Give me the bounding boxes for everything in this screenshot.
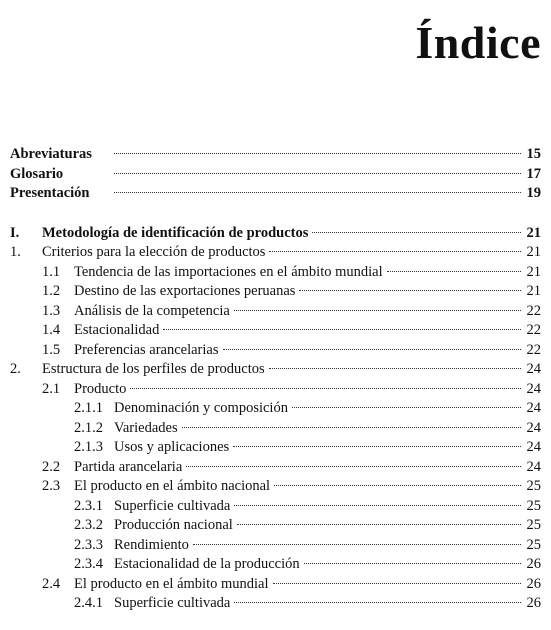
dot-leader xyxy=(292,407,521,408)
toc-entry-level-1[interactable] xyxy=(10,282,541,302)
toc-entry-label: Estacionalidad xyxy=(74,322,160,338)
toc-entry-level-2[interactable] xyxy=(10,497,541,517)
toc-entry-label: Superficie cultivada xyxy=(114,595,231,611)
toc-entry-label: Denominación y composición xyxy=(114,400,288,416)
toc-entry-level-2[interactable] xyxy=(10,536,541,556)
toc-entry-level-1[interactable] xyxy=(10,380,541,400)
toc-entry-number: 1. xyxy=(10,244,21,260)
toc-entry-label: Abreviaturas xyxy=(10,146,92,162)
toc-entry-level-2[interactable] xyxy=(10,419,541,439)
toc-entry-level-2[interactable] xyxy=(10,594,541,614)
toc-entry-level-1[interactable] xyxy=(10,458,541,478)
toc-page-number: 26 xyxy=(526,595,541,611)
toc-page-number: 19 xyxy=(526,185,541,201)
toc-page-number: 21 xyxy=(526,224,541,241)
dot-leader xyxy=(193,544,521,545)
toc-page-number: 25 xyxy=(526,478,541,494)
toc-entry-label: Partida arancelaria xyxy=(74,458,183,475)
toc-entry-label: Producto xyxy=(74,380,127,397)
dot-leader xyxy=(269,251,521,252)
dot-leader xyxy=(114,173,521,174)
toc-entry-level-1[interactable] xyxy=(10,321,541,341)
dot-leader xyxy=(234,505,521,506)
toc-entry-number: 2.2 xyxy=(42,458,61,475)
dot-leader xyxy=(182,427,521,428)
toc-page-number: 24 xyxy=(526,380,541,397)
toc-entry-number: 1.5 xyxy=(42,341,61,358)
dot-leader xyxy=(163,329,521,330)
toc-entry-label: Preferencias arancelarias xyxy=(74,341,219,358)
toc-entry-level-1[interactable] xyxy=(10,263,541,283)
toc-entry-number: 2.1.2 xyxy=(74,419,103,436)
toc-entry-number: 2.1 xyxy=(42,380,61,397)
toc-entry-number: 1.3 xyxy=(42,302,61,319)
toc-entry-label: Destino de las exportaciones peruanas xyxy=(74,283,296,299)
page-title: Índice xyxy=(415,17,541,68)
toc-entry-level-1[interactable] xyxy=(10,302,541,322)
front-matter-entry[interactable] xyxy=(10,145,541,165)
toc-page-number: 26 xyxy=(526,556,541,572)
table-of-contents xyxy=(10,145,541,614)
toc-entry-number: 2.3 xyxy=(42,478,61,494)
dot-leader xyxy=(269,368,521,369)
toc-entry-level-2[interactable] xyxy=(10,438,541,458)
front-matter-entry[interactable] xyxy=(10,165,541,185)
dot-leader xyxy=(274,485,521,486)
section-spacer xyxy=(10,204,541,224)
toc-entry-label: Superficie cultivada xyxy=(114,497,231,514)
toc-entry-level-0[interactable] xyxy=(10,224,541,244)
toc-entry-number: 1.4 xyxy=(42,322,61,338)
toc-entry-number: 2.4.1 xyxy=(74,595,103,611)
toc-entry-label: Producción nacional xyxy=(114,517,233,533)
toc-page-number: 15 xyxy=(526,146,541,162)
toc-entry-label: Variedades xyxy=(114,419,178,436)
toc-entry-number: 2.1.1 xyxy=(74,400,103,416)
toc-page-number: 22 xyxy=(526,322,541,338)
toc-page-number: 26 xyxy=(526,575,541,592)
toc-entry-label: El producto en el ámbito nacional xyxy=(74,478,271,494)
toc-entry-number: 2.3.1 xyxy=(74,497,103,514)
toc-entry-number: 2.1.3 xyxy=(74,439,103,455)
toc-entry-label: Presentación xyxy=(10,185,90,201)
toc-entry-number: 2.4 xyxy=(42,575,61,592)
toc-entry-label: Usos y aplicaciones xyxy=(114,439,230,455)
toc-entry-number: I. xyxy=(10,224,20,241)
toc-entry-number: 2.3.2 xyxy=(74,517,103,533)
dot-leader xyxy=(234,602,521,603)
toc-entry-label: Tendencia de las importaciones en el ámbito mundial xyxy=(74,263,383,280)
dot-leader xyxy=(237,524,521,525)
toc-entry-level-1[interactable] xyxy=(10,341,541,361)
front-matter-list xyxy=(10,145,541,204)
toc-page-number: 25 xyxy=(526,517,541,533)
toc-page-number: 25 xyxy=(526,497,541,514)
toc-page-number: 24 xyxy=(526,400,541,416)
toc-entry-level-0[interactable] xyxy=(10,360,541,380)
dot-leader xyxy=(223,349,522,350)
toc-entry-label: Rendimiento xyxy=(114,536,189,553)
toc-entry-label: Metodología de identificación de productos xyxy=(42,224,309,241)
toc-entry-number: 2.3.4 xyxy=(74,556,103,572)
dot-leader xyxy=(114,153,521,154)
toc-entry-level-2[interactable] xyxy=(10,555,541,575)
toc-entry-number: 2. xyxy=(10,361,21,377)
toc-entry-number: 1.2 xyxy=(42,283,61,299)
toc-entry-level-2[interactable] xyxy=(10,516,541,536)
dot-leader xyxy=(299,290,521,291)
toc-entry-number: 2.3.3 xyxy=(74,536,103,553)
toc-page-number: 21 xyxy=(526,244,541,260)
toc-entry-level-0[interactable] xyxy=(10,243,541,263)
toc-entry-level-1[interactable] xyxy=(10,477,541,497)
toc-entry-label: Glosario xyxy=(10,165,64,182)
toc-page-number: 21 xyxy=(526,263,541,280)
toc-entries-list xyxy=(10,224,541,614)
toc-page-number: 22 xyxy=(526,302,541,319)
dot-leader xyxy=(114,192,521,193)
front-matter-entry[interactable] xyxy=(10,184,541,204)
dot-leader xyxy=(312,232,521,233)
toc-entry-level-1[interactable] xyxy=(10,575,541,595)
dot-leader xyxy=(387,271,521,272)
dot-leader xyxy=(130,388,521,389)
toc-entry-label: Estacionalidad de la producción xyxy=(114,556,300,572)
toc-page-number: 17 xyxy=(526,165,541,182)
toc-entry-level-2[interactable] xyxy=(10,399,541,419)
toc-entry-label: El producto en el ámbito mundial xyxy=(74,575,269,592)
dot-leader xyxy=(233,446,521,447)
toc-page-number: 24 xyxy=(526,419,541,436)
toc-page-number: 21 xyxy=(526,283,541,299)
toc-entry-label: Criterios para la elección de productos xyxy=(42,244,266,260)
toc-page-number: 25 xyxy=(526,536,541,553)
dot-leader xyxy=(304,563,521,564)
toc-page-number: 22 xyxy=(526,341,541,358)
toc-entry-number: 1.1 xyxy=(42,263,61,280)
toc-entry-label: Estructura de los perfiles de productos xyxy=(42,361,265,377)
dot-leader xyxy=(273,583,522,584)
dot-leader xyxy=(234,310,521,311)
toc-entry-label: Análisis de la competencia xyxy=(74,302,230,319)
toc-page-number: 24 xyxy=(526,458,541,475)
toc-page-number: 24 xyxy=(526,361,541,377)
toc-page-number: 24 xyxy=(526,439,541,455)
dot-leader xyxy=(186,466,521,467)
